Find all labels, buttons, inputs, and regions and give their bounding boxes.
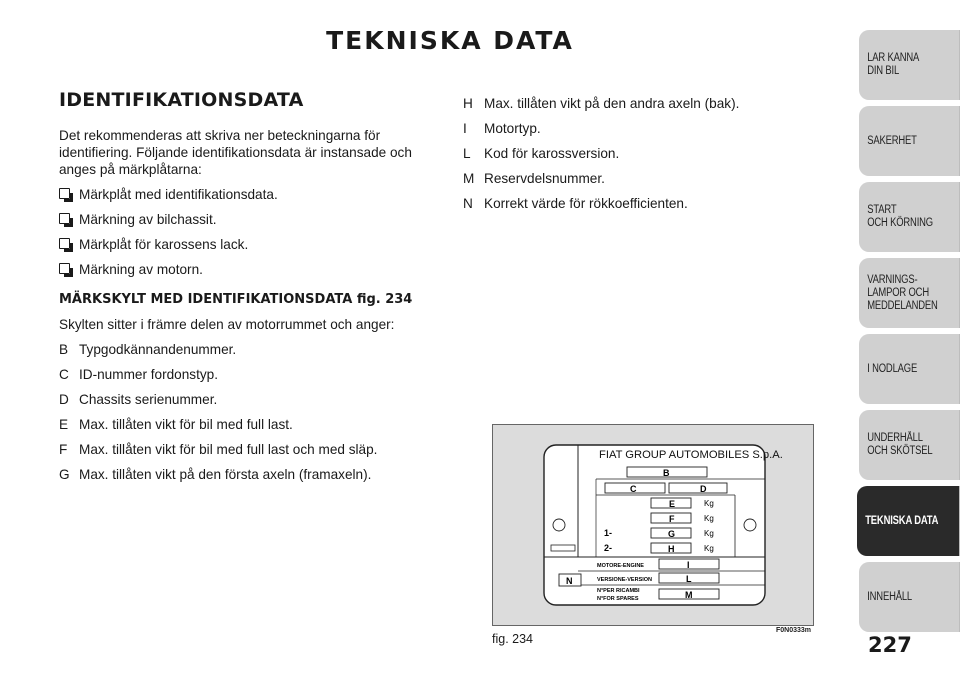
left-column (59, 89, 429, 491)
plate-field-d (669, 483, 727, 493)
bullet-text: Märkning av bilchassit. (79, 212, 217, 227)
list-item (59, 366, 429, 383)
list-item (463, 120, 793, 137)
item-key: G (59, 467, 70, 482)
list-item (463, 170, 793, 187)
tab-underhall-och-skotsel[interactable] (859, 410, 960, 480)
bullet-text: Märkning av motorn. (79, 262, 203, 277)
item-key: I (463, 121, 467, 136)
item-key: D (59, 392, 69, 407)
tab-innehall[interactable] (859, 562, 960, 632)
item-text: Max. tillåten vikt för bil med full last. (79, 417, 293, 432)
tab-label: TEKNISKA DATA (865, 514, 939, 527)
item-text: Max. tillåten vikt på den andra axeln (bak). (484, 96, 740, 111)
plate-unit: Kg (704, 544, 714, 553)
plate-label-n: N (566, 576, 573, 586)
item-key: F (59, 442, 68, 457)
intro-paragraph: Det rekommenderas att skriva ner beteckningarna för identifiering. Följande identifikationsdata är instansade och anges på märkplåtarna: (59, 128, 412, 177)
tab-label: LÄR KÄNNA DIN BIL (867, 52, 920, 77)
checkbox-bullet-icon (59, 188, 70, 199)
list-item (59, 416, 429, 433)
item-key: C (59, 367, 69, 382)
tab-label: SÄKERHET (867, 134, 917, 147)
item-text: ID-nummer fordonstyp. (79, 367, 219, 382)
plate-spares-label: N°PER RICAMBI (597, 588, 640, 594)
tab-label: INNEHÅLL (867, 590, 913, 603)
tab-label: UNDERHÅLL OCH SKÖTSEL (867, 432, 933, 457)
item-text: Motortyp. (484, 121, 541, 136)
plate-unit: Kg (704, 514, 714, 523)
list-item (463, 95, 793, 112)
checkbox-bullet-icon (59, 238, 70, 249)
plate-label-b: B (663, 468, 670, 478)
sub-intro: Skylten sitter i främre delen av motorrummet och anger: (59, 317, 395, 332)
list-item (463, 145, 793, 162)
tab-tekniska-data[interactable] (857, 486, 960, 556)
item-key: M (463, 171, 475, 186)
plate-label-d: D (700, 484, 707, 494)
plate-version-label: VERSIONE-VERSION (597, 577, 653, 583)
sub-heading: MÄRKSKYLT MED IDENTIFIKATIONSDATA fig. 234 (59, 292, 413, 307)
page-title: TEKNISKA DATA (326, 26, 574, 55)
tab-varningslampor[interactable] (859, 258, 960, 328)
plate-rivet-icon (744, 519, 756, 531)
right-column (463, 95, 793, 220)
plate-unit: Kg (704, 499, 714, 508)
plate-label-i: I (687, 560, 690, 570)
tab-label: I NÖDLÄGE (867, 362, 918, 375)
plate-label-f: F (669, 514, 675, 524)
list-item (59, 441, 429, 458)
item-text: Max. tillåten vikt för bil med full last och med släp. (79, 442, 378, 457)
list-item (59, 391, 429, 408)
bullet-item (59, 236, 429, 253)
item-key: B (59, 342, 69, 357)
item-text: Typgodkännandenummer. (79, 342, 237, 357)
section-heading: IDENTIFIKATIONSDATA (59, 89, 304, 111)
plate-slot (551, 545, 575, 551)
figure-caption: fig. 234 (492, 632, 534, 646)
list-item (59, 341, 429, 358)
bullet-item (59, 186, 429, 203)
tab-label: START OCH KÖRNING (867, 204, 933, 229)
tab-lar-kanna-din-bil[interactable] (859, 30, 960, 100)
list-item (59, 466, 429, 483)
plate-label-c: C (630, 484, 637, 494)
plate-row-1: 1- (604, 528, 613, 538)
plate-label-m: M (685, 590, 693, 600)
plate-label-l: L (686, 574, 692, 584)
item-text: Max. tillåten vikt på den första axeln (framaxeln). (79, 467, 372, 482)
plate-row-2: 2- (604, 543, 613, 553)
bullet-item (59, 261, 429, 278)
item-text: Chassits serienummer. (79, 392, 218, 407)
page-number: 227 (868, 633, 912, 657)
plate-engine-label: MOTORE-ENGINE (597, 563, 644, 569)
plate-header: FIAT GROUP AUTOMOBILES S.p.A. (599, 449, 783, 461)
item-text: Reservdelsnummer. (484, 171, 605, 186)
plate-illustration (493, 425, 813, 625)
figure-code: F0N0333m (776, 627, 812, 634)
plate-rivet-icon (553, 519, 565, 531)
bullet-item (59, 211, 429, 228)
item-key: H (463, 96, 473, 111)
item-text: Korrekt värde för rökkoefficienten. (484, 196, 688, 211)
tab-sakerhet[interactable] (859, 106, 960, 176)
checkbox-bullet-icon (59, 263, 70, 274)
bullet-text: Märkplåt för karossens lack. (79, 237, 249, 252)
plate-label-e: E (669, 499, 676, 509)
tab-i-nodlage[interactable] (859, 334, 960, 404)
plate-label-h: H (668, 544, 675, 554)
plate-spares-label: N°FOR SPARES (597, 596, 639, 602)
item-key: E (59, 417, 69, 432)
item-text: Kod för karossversion. (484, 146, 620, 161)
tab-label: VARNINGS- LAMPOR OCH MEDDELANDEN (867, 273, 938, 312)
tab-start-och-korning[interactable] (859, 182, 960, 252)
item-key: L (463, 146, 471, 161)
plate-unit: Kg (704, 529, 714, 538)
plate-label-g: G (668, 529, 676, 539)
figure-identification-plate (492, 424, 814, 626)
item-key: N (463, 196, 473, 211)
bullet-text: Märkplåt med identifikationsdata. (79, 187, 278, 202)
list-item (463, 195, 793, 212)
checkbox-bullet-icon (59, 213, 70, 224)
